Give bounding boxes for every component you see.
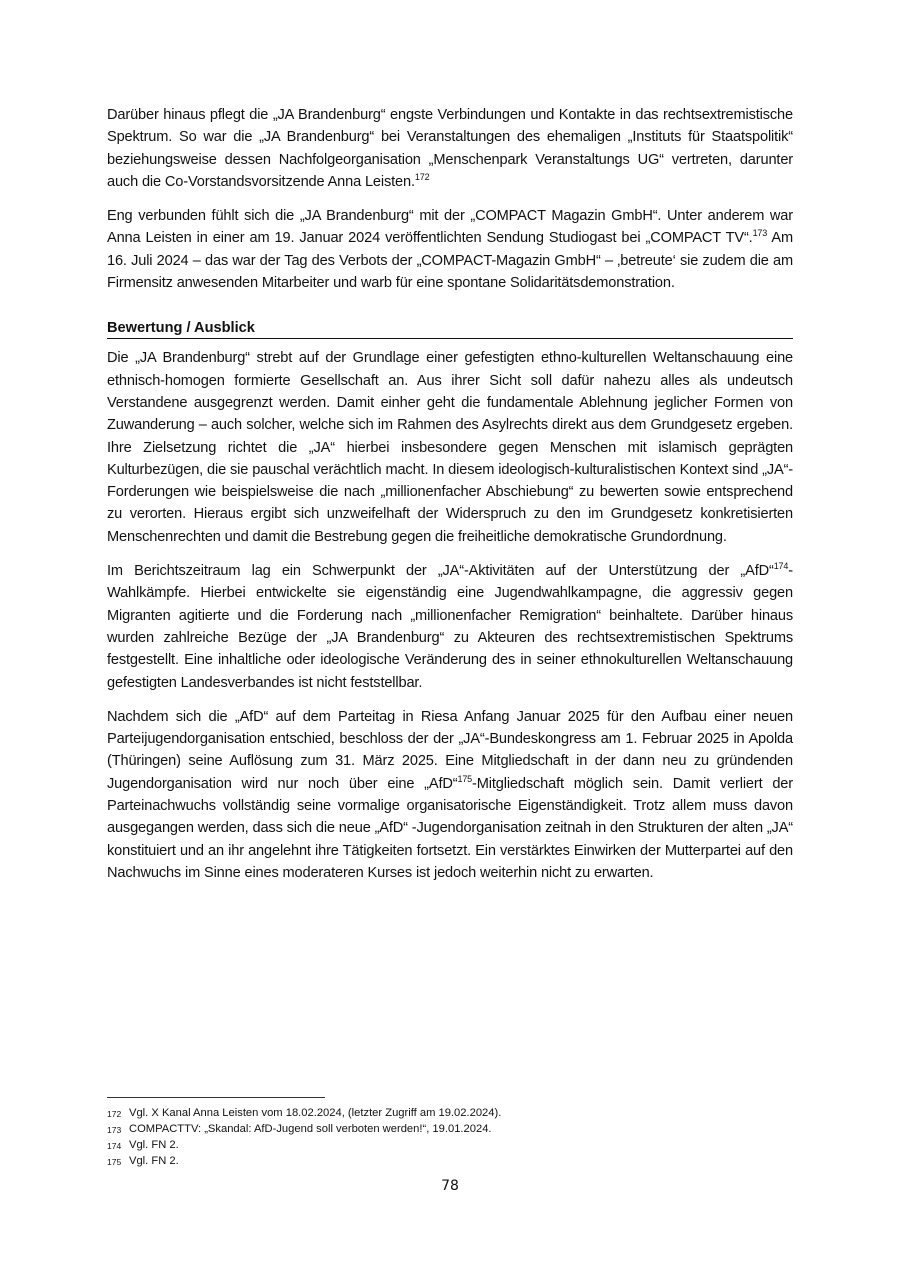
footnote-text: Vgl. X Kanal Anna Leisten vom 18.02.2024, (letzter Zugriff am 19.02.2024). [129, 1107, 502, 1119]
footnote-ref-175[interactable]: 175 [457, 773, 473, 784]
footnote-number: 172 [107, 1109, 122, 1119]
footnote-175 [107, 1154, 793, 1170]
paragraph-2-part-b: Am 16. Juli 2024 – das war der Tag des Verbots der „COMPACT-Magazin GmbH“ – ‚betreute‘ sie zudem die am Firmensitz anwesenden Mitarbeiter und warb für eine spontane Solidaritätsdemonstration. [107, 230, 793, 292]
paragraph-4-part-b: -Wahlkämpfe. Hierbei entwickelte sie eigenständig eine Jugendwahlkampagne, die aggressiv gegen Migranten agitierte und die Forderung nach „millionenfacher Remigration“ beinhaltete. Darüber hinaus wurden zahlreiche Bezüge der „JA Brandenburg“ zu Akteuren des rechtsextremistischen Spektrums festgestellt. Eine inhaltliche oder ideologische Veränderung des in seiner ethnokulturellen Weltanschauung gefestigten Landesverbandes ist nicht feststellbar. [107, 563, 793, 691]
footnote-number: 175 [107, 1157, 122, 1167]
paragraph-5-part-b: -Mitgliedschaft möglich sein. Damit verliert der Parteinachwuchs vollständig seine vormalige organisatorische Eigenständigkeit. Trotz allem muss davon ausgegangen werden, dass sich die neue „AfD“ -Jugendorganisation zeitnah in den Strukturen der alten „JA“ konstituiert und an ihr angelehnt ihre Tätigkeiten fortsetzt. Ein verstärktes Einwirken der Mutterpartei auf den Nachwuchs im Sinne eines moderateren Kurses ist jedoch weiterhin nicht zu erwarten. [107, 775, 793, 881]
paragraph-5-part-a: Nachdem sich die „AfD“ auf dem Parteitag in Riesa Anfang Januar 2025 für den Aufbau einer neuen Parteijugendorganisation entschied, beschloss der der „JA“-Bundeskongress am 1. Februar 2025 in Apolda (Thüringen) seine Auflösung zum 31. März 2025. Eine Mitgliedschaft in der dann neu zu gründenden Jugendorganisation wird nur noch über eine „AfD“ [107, 708, 793, 792]
footnote-number: 173 [107, 1125, 122, 1135]
footnote-divider [107, 1097, 325, 1098]
footnote-173 [107, 1122, 793, 1138]
paragraph-4 [107, 560, 793, 694]
paragraph-5 [107, 706, 793, 884]
footnote-ref-174[interactable]: 174 [773, 561, 789, 572]
footnote-number: 174 [107, 1141, 122, 1151]
paragraph-1 [107, 104, 793, 193]
page-number: 78 [441, 1178, 459, 1194]
page-body [107, 104, 793, 896]
paragraph-4-part-a: Im Berichtszeitraum lag ein Schwerpunkt der „JA“-Aktivitäten auf der Unterstützung der „AfD“ [107, 563, 774, 580]
footnote-text: Vgl. FN 2. [129, 1139, 179, 1151]
footnote-ref-173[interactable]: 173 [752, 228, 768, 239]
section-heading: Bewertung / Ausblick [107, 320, 793, 339]
footnote-text: Vgl. FN 2. [129, 1155, 179, 1167]
footnote-172 [107, 1106, 793, 1122]
footnotes [107, 1106, 793, 1170]
footnote-ref-172[interactable]: 172 [414, 172, 430, 183]
paragraph-1-text: Darüber hinaus pflegt die „JA Brandenburg“ engste Verbindungen und Kontakte in das rechtsextremistische Spektrum. So war die „JA Brandenburg“ bei Veranstaltungen des ehemaligen „Instituts für Staatspolitik“ beziehungsweise dessen Nachfolgeorganisation „Menschenpark Veranstaltungs UG“ vertreten, darunter auch die Co-Vorstandsvorsitzende Anna Leisten. [107, 107, 793, 190]
paragraph-3: Die „JA Brandenburg“ strebt auf der Grundlage einer gefestigten ethno-kulturellen Weltanschauung eine ethnisch-homogen formierte Gesellschaft an. Aus ihrer Sicht soll dafür nahezu alles als undeutsch Verstandene ausgegrenzt werden. Damit einher geht die fundamentale Ablehnung jeglicher Formen von Zuwanderung – auch solcher, welche sich im Rahmen des Asylrechts direkt aus dem Grundgesetz ergeben. Ihre Zielsetzung richtet die „JA“ hierbei insbesondere gegen Menschen mit islamisch geprägten Kulturbezügen, die sie pauschal verächtlich macht. In diesem ideologisch-kulturalistischen Kontext sind „JA“-Forderungen wie beispielsweise die nach „millionenfacher Abschiebung“ zu bewerten sowie entsprechend zu verorten. Hieraus ergibt sich unzweifelhaft der Widerspruch zu den im Grundgesetz konkretisierten Menschenrechten und damit die Bestrebung gegen die freiheitliche demokratische Grundordnung. [107, 350, 793, 545]
footnote-text: COMPACTTV: „Skandal: AfD-Jugend soll verboten werden!“, 19.01.2024. [129, 1123, 492, 1135]
paragraph-2-part-a: Eng verbunden fühlt sich die „JA Brandenburg“ mit der „COMPACT Magazin GmbH“. Unter anderem war Anna Leisten in einer am 19. Januar 2024 veröffentlichten Sendung Studiogast bei „COMPACT TV“. [107, 208, 793, 247]
footnote-174 [107, 1138, 793, 1154]
paragraph-2 [107, 205, 793, 294]
